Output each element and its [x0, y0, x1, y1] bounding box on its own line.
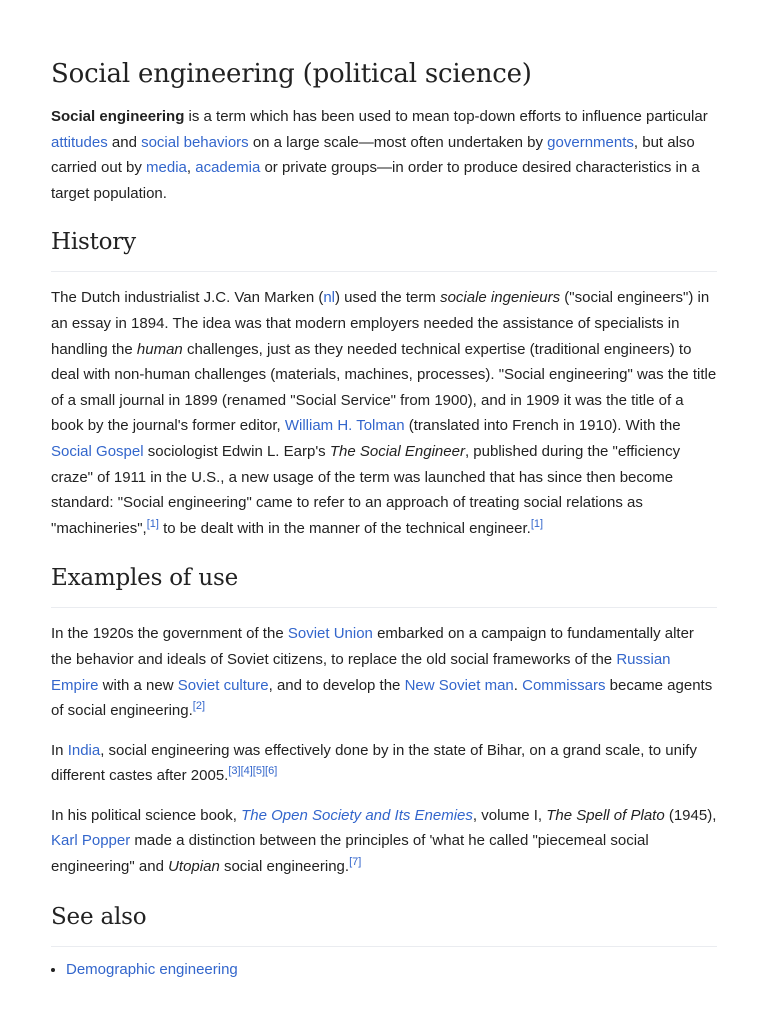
- citation-superscript: [147, 518, 159, 530]
- text-run: or private groups—in order to produce desired characteristics in a target population.: [51, 159, 700, 202]
- italic-text: sociale ingenieurs: [440, 289, 561, 307]
- examples-paragraph-popper: [51, 803, 717, 880]
- link-nl[interactable]: nl: [323, 289, 336, 307]
- text-run: with a new: [98, 676, 178, 694]
- citation-superscript: [193, 700, 205, 712]
- link-media[interactable]: media: [146, 159, 187, 177]
- list-item: [66, 958, 717, 982]
- text-run: challenges, just as they needed technical expertise (traditional engineers) to deal with non-human challenges (materials, machines, processes). "Social engineering" was the title of a small journal in 1899 (renamed "Social Service" from 1900), and in 1909 it was the title of a book by the journal's former editor,: [51, 340, 717, 435]
- text-run: embarked on a campaign to fundamentally alter the behavior and ideals of Soviet citizens, to replace the old social frameworks of the: [51, 625, 694, 668]
- italic-text: The Spell of Plato: [546, 806, 665, 824]
- intro-paragraph: [51, 104, 717, 206]
- text-run: (1945),: [664, 806, 717, 824]
- text-run: , but also carried out by: [51, 133, 695, 177]
- examples-paragraph-india: [51, 738, 717, 789]
- italic-text: The Social Engineer: [329, 442, 465, 460]
- text-run: sociologist Edwin L. Earp's: [143, 442, 330, 460]
- page-title: Social engineering (political science): [51, 59, 532, 89]
- text-run: In the 1920s the government of the: [51, 625, 288, 643]
- text-run: , published during the "efficiency craze" of 1911 in the U.S., a new usage of the term was launched that has since then become standard: "Social engineering" came to refer to an approach of treating social relations as "machineries",: [51, 442, 681, 537]
- link-karl-popper[interactable]: Karl Popper: [51, 832, 131, 850]
- citation-link[interactable]: [3][4][5][6]: [228, 765, 278, 778]
- section-heading-see-also: See also: [51, 902, 717, 947]
- link-russian-empire[interactable]: Russian Empire: [51, 650, 671, 694]
- text-run: In his political science book,: [51, 806, 242, 824]
- see-also-list: [51, 958, 717, 982]
- history-paragraph: [51, 285, 717, 541]
- text-run: is a term which has been used to mean top-down efforts to influence particular: [184, 108, 708, 125]
- text-run: ("social engineers") in an essay in 1894. The idea was that modern employers needed the assistance of specialists in handling the: [51, 289, 710, 358]
- text-run: ) used the term: [335, 289, 441, 307]
- text-run: on a large scale—most often undertaken by: [248, 133, 548, 151]
- text-run: , and to develop the: [268, 676, 405, 694]
- text-run: (translated into French in 1910). With the: [404, 417, 681, 435]
- section-heading-history: History: [51, 227, 717, 272]
- citation-link[interactable]: [1]: [146, 517, 159, 530]
- link-india[interactable]: India: [67, 741, 101, 759]
- text-run: .: [513, 676, 523, 694]
- link-attitudes[interactable]: attitudes: [51, 133, 108, 151]
- link-new-soviet-man[interactable]: New Soviet man: [404, 676, 514, 694]
- text-run: ,: [186, 159, 196, 177]
- see-also-link-demographic-engineering[interactable]: Demographic engineering: [66, 960, 238, 978]
- link-commissars[interactable]: Commissars: [522, 676, 606, 694]
- link-academia[interactable]: academia: [195, 159, 261, 177]
- text-run: In: [51, 741, 68, 759]
- link-social-gospel[interactable]: Social Gospel: [51, 442, 144, 460]
- citation-superscript: [349, 856, 361, 868]
- text-run: became agents of social engineering.: [51, 676, 713, 720]
- examples-paragraph-soviet: [51, 621, 717, 723]
- citation-link[interactable]: [7]: [349, 856, 362, 869]
- link-governments[interactable]: governments: [547, 133, 634, 151]
- citation-link[interactable]: [2]: [192, 700, 205, 713]
- citation-superscript: [531, 518, 543, 530]
- text-run: , volume I,: [472, 806, 547, 824]
- examples-section-body: [51, 621, 717, 879]
- italic-text: human: [136, 340, 183, 358]
- text-run: made a distinction between the principles of 'what he called "piecemeal social engineering" and: [51, 832, 649, 876]
- section-heading-examples-of-use: Examples of use: [51, 563, 717, 608]
- bold-term: Social engineering: [51, 108, 185, 125]
- link-social-behaviors[interactable]: social behaviors: [141, 133, 249, 151]
- text-run: , social engineering was effectively done by in the state of Bihar, on a grand scale, to unify different castes after 2005.: [51, 741, 697, 785]
- italic-text: Utopian: [168, 858, 220, 876]
- history-section-body: [51, 285, 717, 541]
- link-soviet-culture[interactable]: Soviet culture: [177, 676, 269, 694]
- citation-link[interactable]: [1]: [530, 517, 544, 530]
- citation-superscript: [228, 765, 277, 777]
- text-run: and: [107, 133, 142, 151]
- link-william-h-tolman[interactable]: William H. Tolman: [284, 417, 405, 435]
- text-run: to be dealt with in the manner of the technical engineer.: [158, 519, 531, 537]
- text-run: The Dutch industrialist J.C. Van Marken (: [51, 289, 324, 307]
- link-soviet-union[interactable]: Soviet Union: [287, 625, 373, 643]
- text-run: social engineering.: [219, 858, 350, 876]
- link-the-open-society-and-its-enemies[interactable]: The Open Society and Its Enemies: [241, 806, 473, 824]
